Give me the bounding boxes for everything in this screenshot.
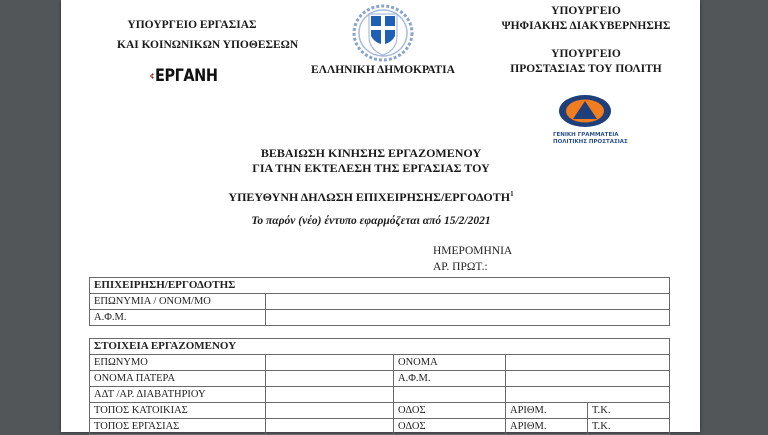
workplace-postcode-label: Τ.Κ. bbox=[588, 419, 670, 435]
id-passport-field[interactable] bbox=[266, 387, 394, 403]
table-row bbox=[90, 310, 670, 326]
employer-name-field[interactable] bbox=[266, 294, 670, 310]
document-title bbox=[211, 146, 531, 176]
table-row bbox=[90, 419, 670, 435]
ministry-citizen-line1: ΥΠΟΥΡΓΕΙΟ bbox=[551, 48, 621, 60]
employee-afm-field[interactable] bbox=[506, 371, 670, 387]
title-line1: ΒΕΒΑΙΩΣΗ ΚΙΝΗΣΗΣ ΕΡΓΑΖΟΜΕΝΟΥ bbox=[260, 146, 482, 160]
civil-protection-line1: ΓΕΝΙΚΗ ΓΡΑΜΜΑΤΕΙΑ bbox=[553, 132, 619, 138]
declaration-heading bbox=[211, 187, 531, 205]
residence-street-label: ΟΔΟΣ bbox=[394, 403, 506, 419]
ministry-digital-line1: ΥΠΟΥΡΓΕΙΟ bbox=[551, 5, 621, 17]
ministry-labour-line1: ΥΠΟΥΡΓΕΙΟ ΕΡΓΑΣΙΑΣ bbox=[127, 19, 257, 31]
employer-name-label: ΕΠΩΝΥΜΙΑ / ΟΝΟΜ/ΜΟ bbox=[90, 294, 266, 310]
id-passport-extra-field[interactable] bbox=[394, 387, 506, 403]
ergani-logo bbox=[149, 63, 229, 89]
first-name-label: ΟΝΟΜΑ bbox=[394, 355, 506, 371]
employee-header-row bbox=[90, 339, 670, 355]
first-name-field[interactable] bbox=[506, 355, 670, 371]
document-page bbox=[61, 0, 700, 432]
employer-header-row bbox=[90, 278, 670, 294]
ministry-labour-heading bbox=[117, 17, 299, 53]
table-row bbox=[90, 403, 670, 419]
workplace-field[interactable] bbox=[266, 419, 394, 435]
father-name-label: ΟΝΟΜΑ ΠΑΤΕΡΑ bbox=[90, 371, 266, 387]
title-line2: ΓΙΑ ΤΗΝ ΕΚΤΕΛΕΣΗ ΤΗΣ ΕΡΓΑΣΙΑΣ ΤΟΥ bbox=[252, 161, 490, 175]
workplace-label: ΤΟΠΟΣ ΕΡΓΑΣΙΑΣ bbox=[90, 419, 266, 435]
effective-date-note: Το παρόν (νέο) έντυπο εφαρμόζεται από 15/2/2021 bbox=[251, 215, 491, 227]
employer-table bbox=[89, 277, 670, 326]
id-passport-label: ΑΔΤ /ΑΡ. ΔΙΑΒΑΤΗΡΙΟΥ bbox=[90, 387, 266, 403]
table-row bbox=[90, 294, 670, 310]
table-row bbox=[90, 371, 670, 387]
residence-postcode-label: Τ.Κ. bbox=[588, 403, 670, 419]
residence-number-label: ΑΡΙΘΜ. bbox=[506, 403, 588, 419]
footnote-marker: 1 bbox=[510, 190, 514, 198]
residence-field[interactable] bbox=[266, 403, 394, 419]
declaration-text: ΥΠΕΥΘΥΝΗ ΔΗΛΩΣΗ ΕΠΙΧΕΙΡΗΣΗΣ/ΕΡΓΟΔΟΤΗ bbox=[228, 190, 511, 204]
ministry-labour-line2: ΚΑΙ ΚΟΙΝΩΝΙΚΩΝ ΥΠΟΘΕΣΕΩΝ bbox=[117, 39, 299, 51]
ministry-digital-line2: ΨΗΦΙΑΚΗΣ ΔΙΑΚΥΒΕΡΝΗΣΗΣ bbox=[501, 20, 671, 32]
residence-label: ΤΟΠΟΣ ΚΑΤΟΙΚΙΑΣ bbox=[90, 403, 266, 419]
hellenic-republic-label: ΕΛΛΗΝΙΚΗ ΔΗΜΟΚΡΑΤΙΑ bbox=[311, 64, 455, 76]
civil-protection-emblem-icon bbox=[558, 94, 612, 128]
employee-table bbox=[89, 338, 670, 435]
workplace-street-label: ΟΔΟΣ bbox=[394, 419, 506, 435]
surname-field[interactable] bbox=[266, 355, 394, 371]
date-label: ΗΜΕΡΟΜΗΝΙΑ bbox=[433, 245, 513, 257]
employer-section-title: ΕΠΙΧΕΙΡΗΣΗ/ΕΡΓΟΔΟΤΗΣ bbox=[90, 278, 670, 294]
table-row bbox=[90, 387, 670, 403]
workplace-number-label: ΑΡΙΘΜ. bbox=[506, 419, 588, 435]
ministry-citizen-line2: ΠΡΟΣΤΑΣΙΑΣ ΤΟΥ ΠΟΛΙΤΗ bbox=[510, 63, 662, 75]
ministry-citizen-protection-heading bbox=[501, 46, 671, 77]
id-passport-extra-field-2[interactable] bbox=[506, 387, 670, 403]
employer-afm-field[interactable] bbox=[266, 310, 670, 326]
surname-label: ΕΠΩΝΥΜΟ bbox=[90, 355, 266, 371]
employer-afm-label: Α.Φ.Μ. bbox=[90, 310, 266, 326]
coat-of-arms-icon bbox=[352, 4, 414, 62]
father-name-field[interactable] bbox=[266, 371, 394, 387]
ministry-digital-heading bbox=[501, 3, 671, 34]
employee-afm-label: Α.Φ.Μ. bbox=[394, 371, 506, 387]
ergani-logo-text: ΕΡΓΑΝΗ bbox=[155, 66, 218, 86]
table-row bbox=[90, 355, 670, 371]
civil-protection-line2: ΠΟΛΙΤΙΚΗΣ ΠΡΟΣΤΑΣΙΑΣ bbox=[553, 139, 628, 145]
protocol-number-label: ΑΡ. ΠΡΩΤ.: bbox=[433, 261, 488, 273]
civil-protection-logo bbox=[553, 94, 628, 148]
greek-coat-of-arms bbox=[352, 4, 414, 62]
employee-section-title: ΣΤΟΙΧΕΙΑ ΕΡΓΑΖΟΜΕΝΟΥ bbox=[90, 339, 670, 355]
